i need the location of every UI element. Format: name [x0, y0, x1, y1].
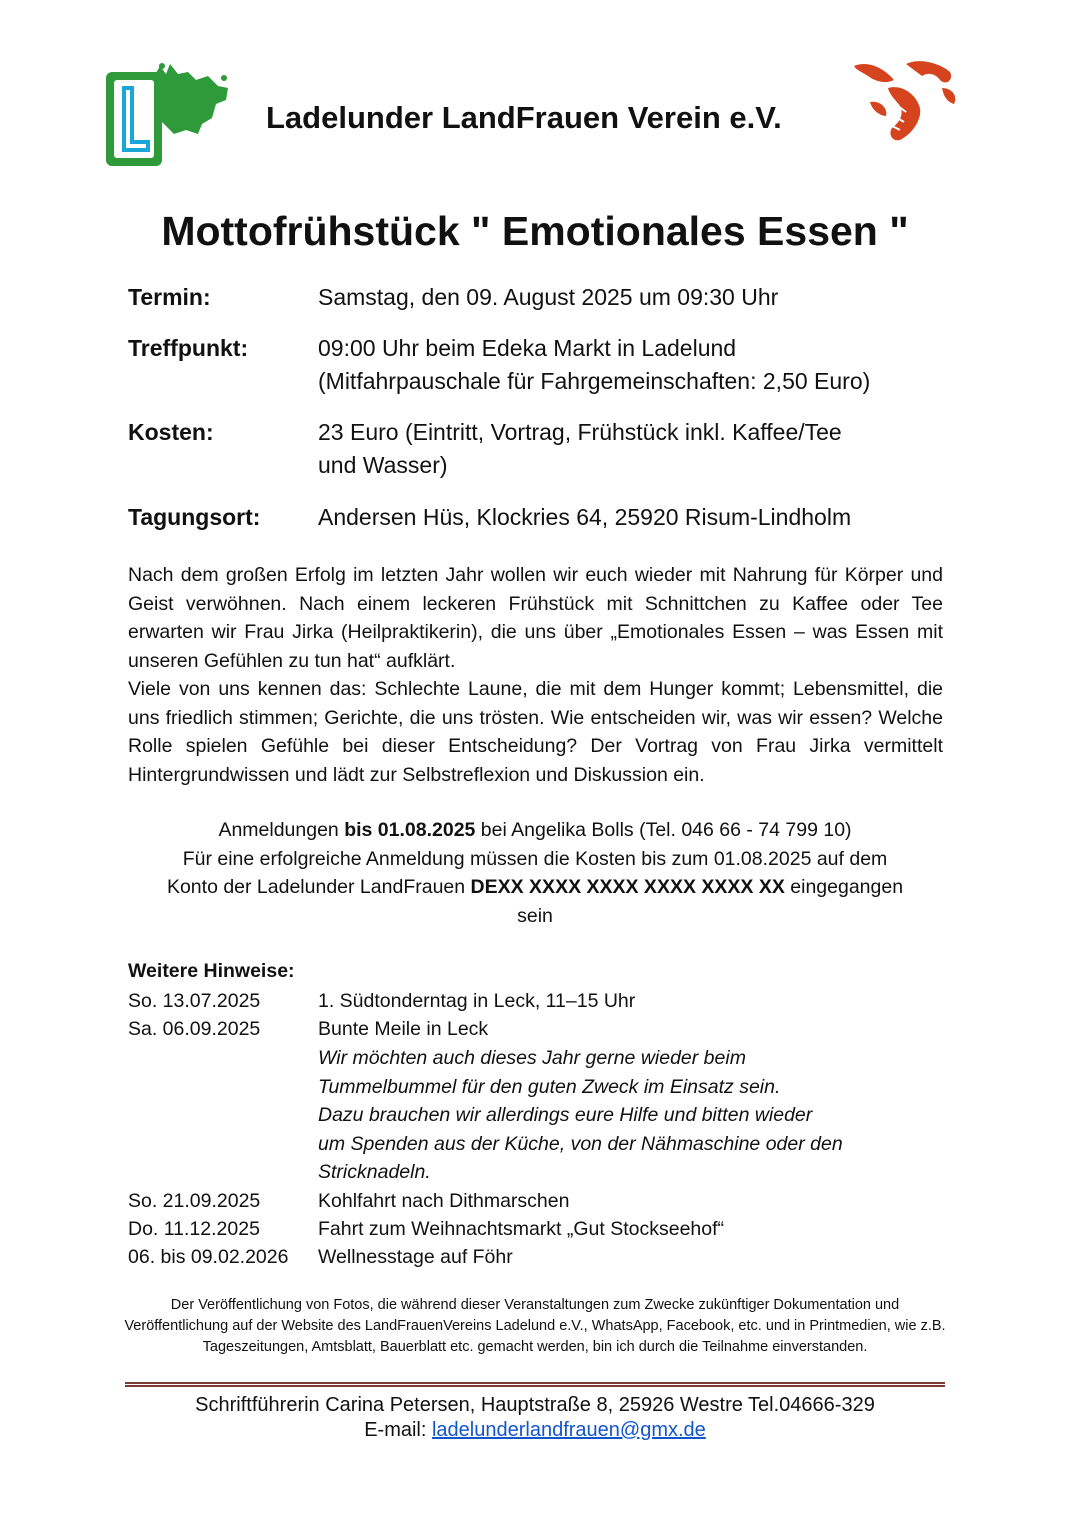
account-text: Konto der Ladelunder LandFrauen — [166, 876, 471, 898]
photo-disclaimer: Der Veröffentlichung von Fotos, die während dieser Veranstaltungen zum Zwecke zukünftiger Dokumentation und Veröffentlichung auf der Website des LandFrauenVereins Ladelund e.V., WhatsApp, Facebook, etc. und in Printmedien, wie z.B. Tageszeitungen, Amtsblatt, Bauerblatt etc. gemacht werden, bin ich durch die Teilnahme einverstanden. — [124, 1297, 946, 1355]
hint-date: So. 21.09.2025 — [128, 1190, 261, 1212]
treffpunkt-value — [318, 332, 958, 398]
tagungsort-label: Tagungsort: — [128, 504, 261, 530]
description — [128, 561, 943, 789]
kosten-line2: und Wasser) — [318, 452, 448, 478]
email-label: E-mail: — [364, 1419, 432, 1441]
description-paragraph-1: Nach dem großen Erfolg im letzten Jahr wollen wir euch wieder mit Nahrung für Körper und Geist verwöhnen. Nach einem leckeren Frühstück mit Schnittchen zu Kaffee oder Tee erwarten wir Frau Jirka (Heilpraktikerin), die uns über „Emotionales Essen – was Essen mit unseren Gefühlen zu tun hat“ aufklärt. — [128, 564, 943, 672]
account-number: DEXX XXXX XXXX XXXX XXXX XX — [470, 876, 785, 898]
footer-address: Schriftführerin Carina Petersen, Hauptstraße 8, 25926 Westre Tel.04666-329 — [195, 1394, 875, 1416]
treffpunkt-line2: (Mitfahrpauschale für Fahrgemeinschaften: 2,50 Euro) — [318, 368, 871, 394]
hint-note-line: Wir möchten auch dieses Jahr gerne wieder beim — [318, 1047, 746, 1069]
hint-text: Fahrt zum Weihnachtsmarkt „Gut Stockseehof“ — [318, 1218, 725, 1240]
hint-note-line: um Spenden aus der Küche, von der Nähmaschine oder den — [318, 1132, 843, 1155]
hint-date: Do. 11.12.2025 — [128, 1218, 260, 1240]
hint-text: Wellnesstage auf Föhr — [318, 1246, 513, 1268]
organization-name: Ladelunder LandFrauen Verein e.V. — [266, 100, 782, 135]
registration-line-3 — [120, 873, 950, 902]
hint-note-line: Stricknadeln. — [318, 1161, 431, 1183]
hint-date: So. 13.07.2025 — [128, 990, 261, 1012]
termin-value: Samstag, den 09. August 2025 um 09:30 Uhr — [318, 284, 779, 310]
footer — [0, 1393, 1070, 1443]
hint-note — [318, 1044, 843, 1187]
treffpunkt-label: Treffpunkt: — [128, 335, 249, 361]
registration-contact: bei Angelika Bolls (Tel. 046 66 - 74 799 10) — [475, 819, 852, 841]
hint-text: 1. Südtonderntag in Leck, 11–15 Uhr — [318, 990, 636, 1012]
termin-label: Termin: — [128, 284, 211, 310]
description-paragraph-2: Viele von uns kennen das: Schlechte Laune, die mit dem Hunger kommt; Lebensmittel, die uns friedlich stimmen; Gerichte, die uns trösten. Wie entscheiden wir, was wir essen? Welche Rolle spielen Gefühle bei dieser Entscheidung? Der Vortrag von Frau Jirka vermittelt Hintergrundwissen und lädt zur Selbstreflexion und Diskussion ein. — [128, 678, 943, 786]
kosten-label: Kosten: — [128, 419, 214, 445]
hint-date: Sa. 06.09.2025 — [128, 1018, 261, 1040]
landfrauen-l-logo-icon — [104, 60, 234, 168]
red-bee-logo-icon — [846, 58, 960, 144]
footer-divider — [125, 1382, 945, 1387]
registration-line-4: sein — [517, 904, 553, 927]
account-text-end: eingegangen — [784, 876, 904, 898]
hint-note-line: Dazu brauchen wir allerdings eure Hilfe und bitten wieder — [318, 1104, 813, 1126]
email-link[interactable]: ladelunderlandfrauen@gmx.de — [431, 1419, 706, 1441]
registration-block — [120, 816, 950, 930]
kosten-line1: 23 Euro (Eintritt, Vortrag, Frühstück inkl. Kaffee/Tee — [318, 419, 842, 445]
hint-text: Bunte Meile in Leck — [318, 1018, 489, 1040]
registration-text: Anmeldungen — [218, 819, 345, 841]
registration-line-1 — [120, 816, 950, 845]
registration-deadline: bis 01.08.2025 — [344, 819, 476, 841]
tagungsort-value: Andersen Hüs, Klockries 64, 25920 Risum-Lindholm — [318, 504, 852, 530]
footer-email-line — [0, 1418, 1070, 1443]
hint-note-line: Tummelbummel für den guten Zweck im Einsatz sein. — [318, 1075, 781, 1098]
hint-date: 06. bis 09.02.2026 — [128, 1246, 289, 1268]
kosten-value — [318, 416, 958, 482]
hints-title: Weitere Hinweise: — [128, 960, 295, 982]
hint-text: Kohlfahrt nach Dithmarschen — [318, 1190, 570, 1212]
page-title: Mottofrühstück " Emotionales Essen " — [161, 208, 909, 254]
treffpunkt-line1: 09:00 Uhr beim Edeka Markt in Ladelund — [318, 335, 737, 361]
registration-line-2: Für eine erfolgreiche Anmeldung müssen die Kosten bis zum 01.08.2025 auf dem — [182, 847, 888, 870]
